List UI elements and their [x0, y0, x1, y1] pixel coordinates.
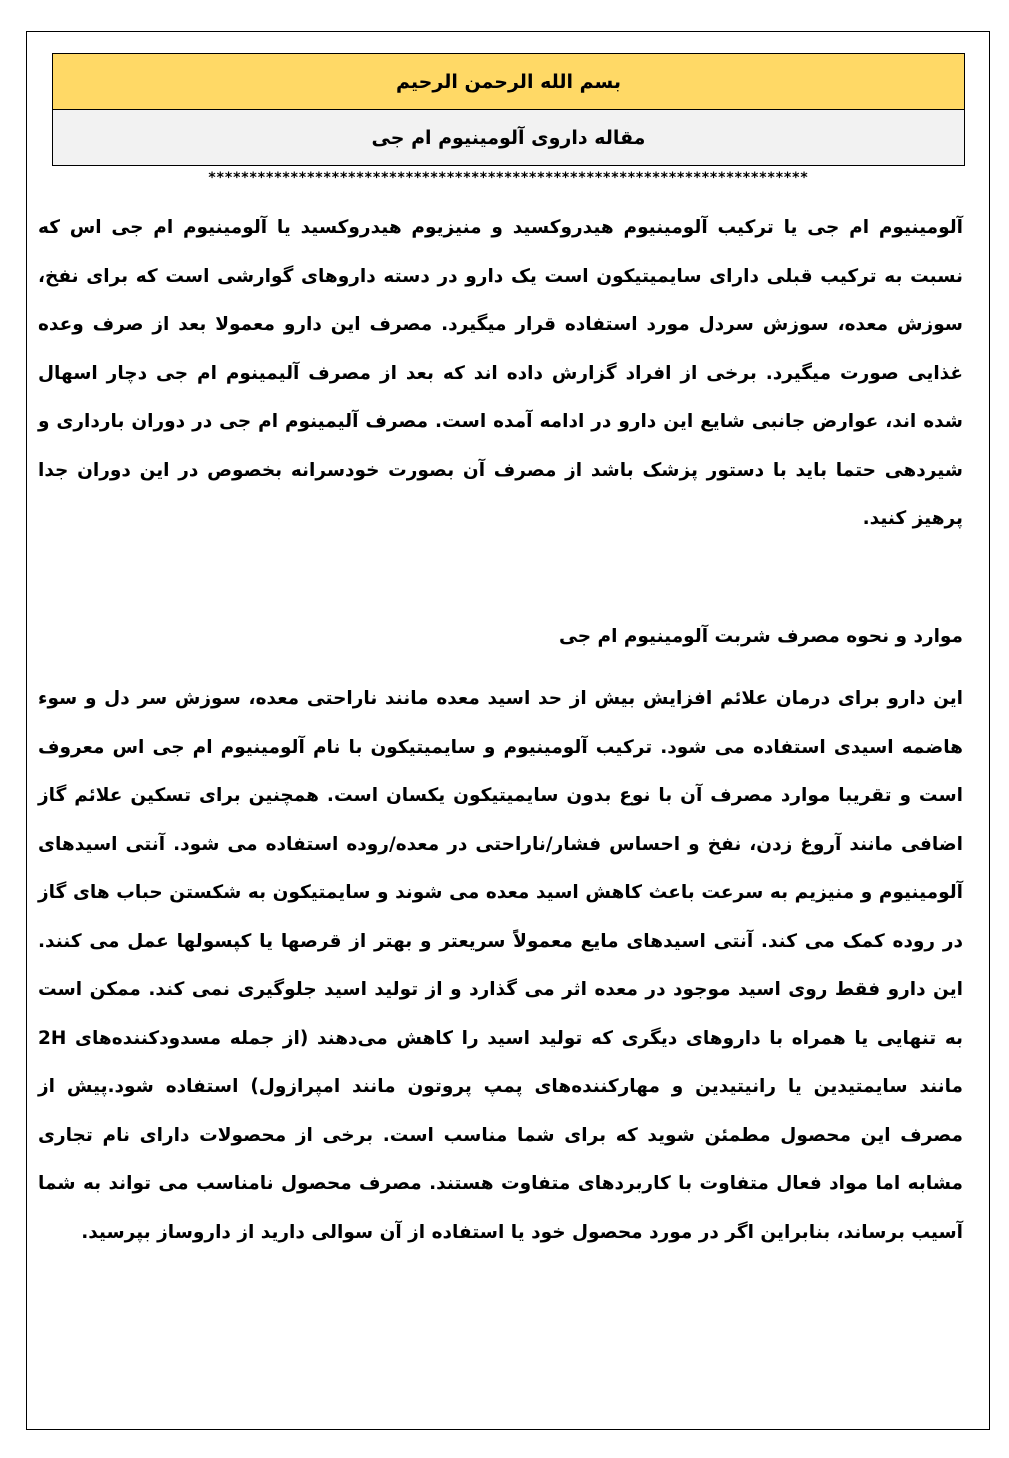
section-heading: موارد و نحوه مصرف شربت آلومینیوم ام جی [559, 626, 963, 647]
bismillah-row [53, 54, 964, 110]
bismillah-text: بسم الله الرحمن الرحیم [396, 70, 621, 93]
header-table [52, 53, 965, 166]
intro-paragraph: آلومینیوم ام جی یا ترکیب آلومینیوم هیدروکسید و منیزیوم هیدروکسید یا آلومینیوم ام جی اس که نسبت به ترکیب قبلی دارای سایمیتیکون است یک دارو در دسته داروهای گوارشی است که برای نفخ، سوزش معده، سوزش سردل مورد استفاده قرار میگیرد. مصرف این دارو معمولا بعد از صرف وعده غذایی صورت میگیرد. برخی از افراد گزارش داده اند که بعد از مصرف آلیمینوم ام جی دچار اسهال شده اند، عوارض جانبی شایع این دارو در ادامه آمده است. مصرف آلیمینوم ام جی در دوران بارداری و شیردهی حتما باید با دستور پزشک باشد از مصرف آن بصورت خودسرانه بخصوص در این دوران جدا پرهیز کنید. [38, 217, 963, 529]
usage-paragraph: این دارو برای درمان علائم افزایش بیش از حد اسید معده مانند ناراحتی معده، سوزش سر دل و سوء هاضمه اسیدی استفاده می شود. ترکیب آلومینیوم و سایمیتیکون با نام آلومینیوم ام جی اس معروف است و تقریبا موارد مصرف آن با نوع بدون سایمیتیکون یکسان است. همچنین برای تسکین علائم گاز اضافی مانند آروغ زدن، نفخ و احساس فشار/ناراحتی در معده/روده استفاده می شود. آنتی اسیدهای آلومینیوم و منیزیم به سرعت باعث کاهش اسید معده می شوند و سایمتیکون به شکستن حباب های گاز در روده کمک می کند. آنتی اسیدهای مایع معمولاً سریعتر و بهتر از قرصها یا کپسولها عمل می کنند. این دارو فقط روی اسید موجود در معده اثر می گذارد و از تولید اسید جلوگیری نمی کند. ممکن است به تنهایی یا همراه با داروهای دیگری که تولید اسید را کاهش می‌دهند (از جمله مسدودکننده‌های 2H مانند سایمتیدین یا رانیتیدین و مهارکننده‌های پمپ پروتون مانند امپرازول) استفاده شود.پیش از مصرف این محصول مطمئن شوید که برای شما مناسب است. برخی از محصولات دارای نام تجاری مشابه اما مواد فعال متفاوت با کاربردهای متفاوت هستند. مصرف محصول نامناسب می تواند به شما آسیب برساند، بنابراین اگر در مورد محصول خود یا استفاده از آن سوالی دارید از داروساز بپرسید. [38, 688, 963, 1243]
document-title: مقاله داروی آلومینیوم ام جی [371, 126, 646, 149]
title-row [53, 110, 964, 165]
asterisk-divider: ************************************************************************* [208, 170, 809, 186]
